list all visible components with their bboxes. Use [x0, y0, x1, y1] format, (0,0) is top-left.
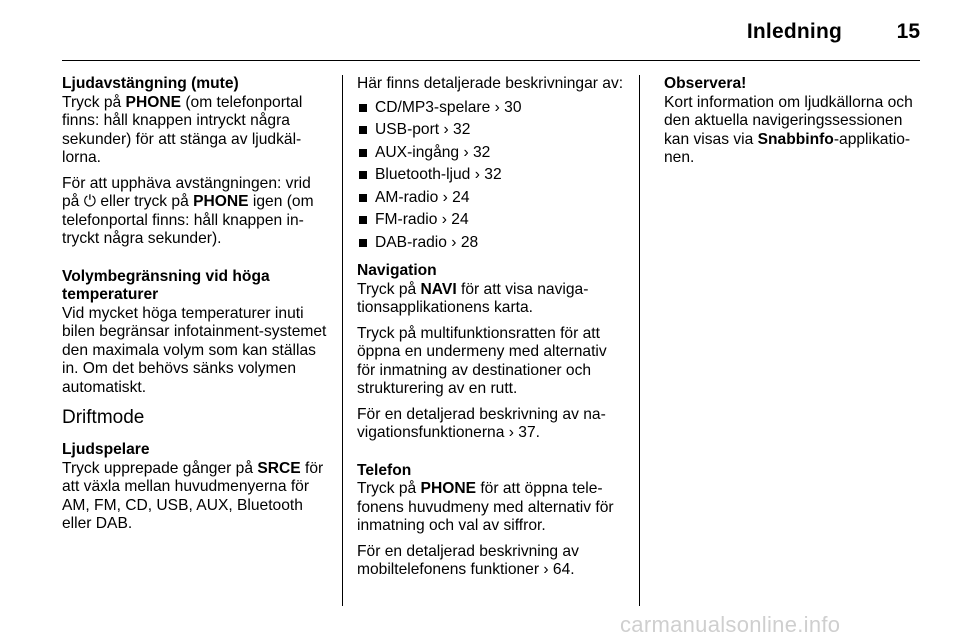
telephone-heading: Telefon [357, 461, 412, 479]
page-header [62, 0, 920, 61]
section-title: Driftmode [62, 407, 145, 428]
column-divider [639, 75, 640, 606]
list-item: AUX-ingång › 32 [357, 144, 625, 163]
note-paragraph: Kort information om ljudkällorna och den aktuella navigeringssessionen kan visas via Snabbinfo-applikatio-nen. [664, 93, 913, 166]
telephone-paragraph-1: Tryck på PHONE för att öppna tele-fonens huvudmeny med alternativ för inmatning och val av siffror. [357, 480, 614, 534]
volume-paragraph: Vid mycket höga temperaturer inuti bilen begränsar infotainment-systemet den maximala volym som kan ställas in. Om det behövs sänks volymen automatiskt. [62, 304, 327, 396]
note-heading: Observera! [664, 75, 747, 92]
list-item: FM-radio › 24 [357, 211, 625, 230]
watermark: carmanualsonline.info [620, 612, 841, 637]
telephone-paragraph-2: För en detaljerad beskrivning av mobiltelefonens funktioner › 64. [357, 542, 579, 578]
page-ref[interactable]: 30 [504, 98, 522, 116]
list-item: Bluetooth-ljud › 32 [357, 166, 625, 185]
page-ref[interactable]: 28 [460, 233, 479, 251]
list-intro: Här finns detaljerade beskrivningar av: [357, 75, 624, 92]
navigation-paragraph-1: Tryck på NAVI för att visa naviga-tionsapplikationens karta. [357, 280, 589, 316]
ref-arrow-icon: › [451, 233, 457, 251]
list-item: DAB-radio › 28 [357, 234, 625, 253]
column-1 [62, 75, 332, 541]
source-list [357, 99, 625, 253]
ref-arrow-icon: › [474, 166, 480, 183]
ref-arrow-icon: › [543, 561, 549, 578]
ref-arrow-icon: › [442, 188, 448, 206]
navi-button-label: NAVI [420, 280, 457, 298]
power-knob-icon: ⏻ [83, 193, 97, 210]
srce-button-label: SRCE [257, 459, 301, 477]
player-paragraph: Tryck upprepade gånger på SRCE för att växla mellan huvudmenyerna för AM, FM, CD, USB, AUX, Bluetooth eller DAB. [62, 459, 324, 532]
list-item: CD/MP3-spelare › 30 [357, 99, 625, 118]
navigation-paragraph-2: Tryck på multifunktionsratten för att öppna en undermeny med alternativ för inmatning av destinationer och strukturering av en rutt. [357, 324, 607, 397]
ref-arrow-icon: › [443, 121, 449, 138]
mute-paragraph-2: För att upphäva avstängningen: vrid på ⏻ eller tryck på PHONE igen (om telefonportal finns: håll knappen in-tryckt några sekunder). [62, 174, 314, 247]
ref-arrow-icon: › [494, 98, 500, 116]
list-item: AM-radio › 24 [357, 189, 625, 208]
phone-button-label: PHONE [420, 480, 477, 497]
snabbinfo-label: Snabbinfo [757, 130, 834, 148]
page-ref[interactable]: 32 [484, 166, 502, 183]
list-item: USB-port › 32 [357, 121, 625, 140]
column-3 [664, 75, 922, 175]
page-ref[interactable]: 32 [472, 143, 491, 161]
volume-heading: Volymbegränsning vid höga temperaturer [62, 267, 270, 303]
mute-paragraph-1: Tryck på PHONE (om telefonportal finns: håll knappen intryckt några sekunder) för att stänga av ljudkäl-lorna. [62, 93, 303, 166]
page-number: 15 [896, 20, 920, 43]
page-ref[interactable]: 24 [451, 211, 469, 228]
navigation-paragraph-3: För en detaljerad beskrivning av na-vigationsfunktionerna › 37. [357, 405, 606, 441]
column-divider [342, 75, 343, 606]
ref-arrow-icon: › [441, 211, 447, 228]
page-ref[interactable]: 64 [552, 561, 571, 578]
page-ref[interactable]: 37 [518, 424, 536, 441]
phone-button-label: PHONE [193, 193, 249, 210]
page-ref[interactable]: 24 [452, 188, 470, 206]
player-heading: Ljudspelare [62, 441, 150, 458]
column-2 [357, 75, 625, 587]
navigation-heading: Navigation [357, 262, 437, 279]
phone-button-label: PHONE [125, 93, 182, 111]
mute-heading: Ljudavstängning (mute) [62, 75, 239, 92]
page-ref[interactable]: 32 [453, 121, 471, 138]
ref-arrow-icon: › [508, 424, 514, 441]
ref-arrow-icon: › [463, 143, 469, 161]
page-title: Inledning [746, 20, 842, 43]
